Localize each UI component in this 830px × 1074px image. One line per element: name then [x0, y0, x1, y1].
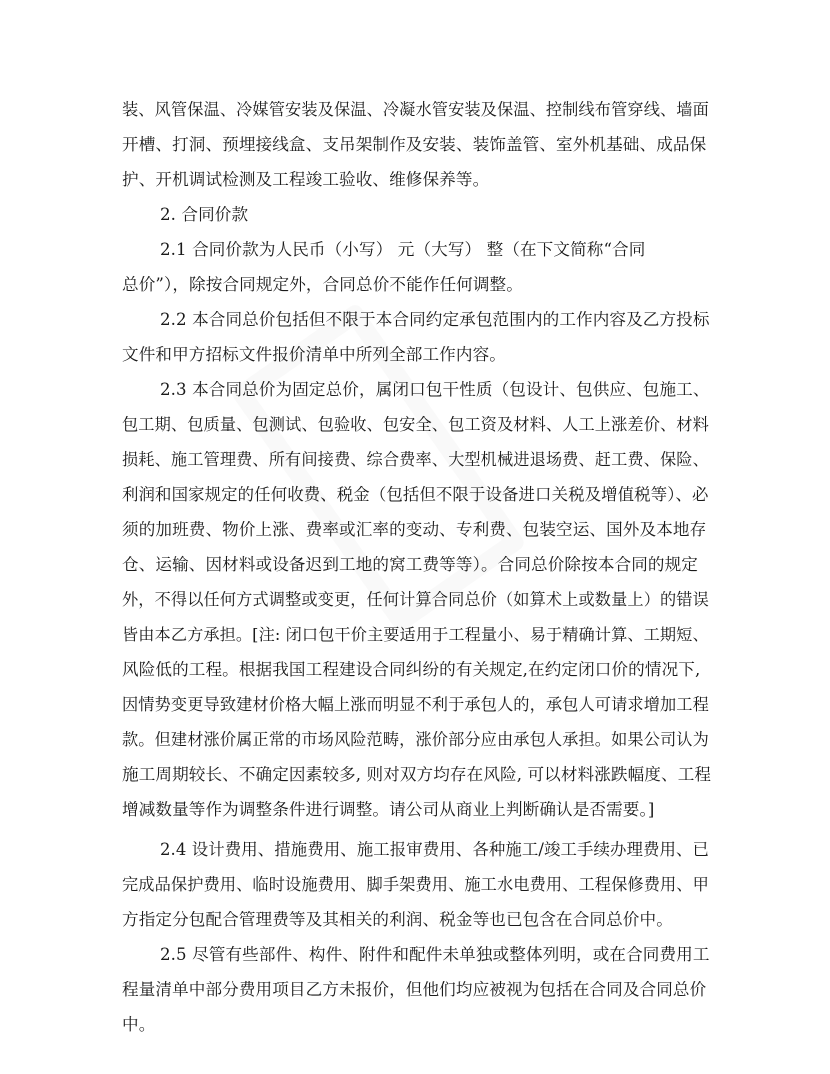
text-line: 程量清单中部分费用项目乙方未报价，但他们均应被视为包括在合同及合同总价	[122, 980, 707, 999]
text-line: 文件和甲方招标文件报价清单中所列全部工作内容。	[122, 345, 506, 364]
text-line: 须的加班费、物价上涨、费率或汇率的变动、专利费、包装空运、国外及本地存	[122, 520, 707, 539]
text-line: 2.2 本合同总价包括但不限于本合同约定承包范围内的工作内容及乙方投标	[160, 310, 710, 329]
text-line: 2.5 尽管有些部件、构件、附件和配件未单独或整体列明，或在合同费用工	[160, 945, 710, 964]
text-line: 增减数量等作为调整条件进行调整。请公司从商业上判断确认是否需要。]	[122, 800, 655, 819]
text-line: 完成品保护费用、临时设施费用、脚手架费用、施工水电费用、工程保修费用、甲	[122, 875, 709, 894]
text-line: 因情势变更导致建材价格大幅上涨而明显不利于承包人的，承包人可请求增加工程	[122, 695, 709, 714]
text-line: 外，不得以任何方式调整或变更，任何计算合同总价（如算术上或数量上）的错误	[122, 590, 709, 609]
text-line: 风险低的工程。根据我国工程建设合同纠纷的有关规定,在约定闭口价的情况下,	[122, 660, 701, 679]
text-line: 护、开机调试检测及工程竣工验收、维修保养等。	[122, 170, 490, 189]
text-line: 施工周期较长、不确定因素较多, 则对双方均存在风险, 可以材料涨跌幅度、工程	[122, 765, 712, 784]
text-line: 损耗、施工管理费、所有间接费、综合费率、大型机械进退场费、赶工费、保险、	[122, 450, 709, 469]
text-line: 包工期、包质量、包测试、包验收、包安全、包工资及材料、人工上涨差价、材料	[122, 415, 709, 434]
text-line: 利润和国家规定的任何收费、税金（包括但不限于设备进口关税及增值税等）、必	[122, 485, 709, 504]
text-line: 2.1 合同价款为人民币（小写） 元（大写） 整（在下文简称“合同	[160, 240, 646, 259]
text-line: 中。	[122, 1015, 156, 1034]
text-line: 总价”），除按合同规定外，合同总价不能作任何调整。	[122, 275, 523, 294]
text-line: 装、风管保温、冷媒管安装及保温、冷凝水管安装及保温、控制线布管穿线、墙面	[122, 100, 709, 119]
section-heading: 2. 合同价款	[160, 205, 249, 224]
text-line: 款。但建材涨价属正常的市场风险范畴，涨价部分应由承包人承担。如果公司认为	[122, 730, 709, 749]
text-line: 开槽、打洞、预埋接线盒、支吊架制作及安装、装饰盖管、室外机基础、成品保	[122, 135, 707, 154]
text-line: 皆由本乙方承担。[注: 闭口包干价主要适用于工程量小、易于精确计算、工期短、	[122, 625, 709, 644]
text-line: 方指定分包配合管理费等及其相关的利润、税金等也已包含在合同总价中。	[122, 910, 673, 929]
text-line: 2.3 本合同总价为固定总价，属闭口包干性质（包设计、包供应、包施工、	[160, 380, 710, 399]
text-line: 2.4 设计费用、措施费用、施工报审费用、各种施工/竣工手续办理费用、已	[160, 840, 710, 859]
text-line: 仓、运输、因材料或设备迟到工地的窝工费等等）。合同总价除按本合同的规定	[122, 555, 698, 574]
